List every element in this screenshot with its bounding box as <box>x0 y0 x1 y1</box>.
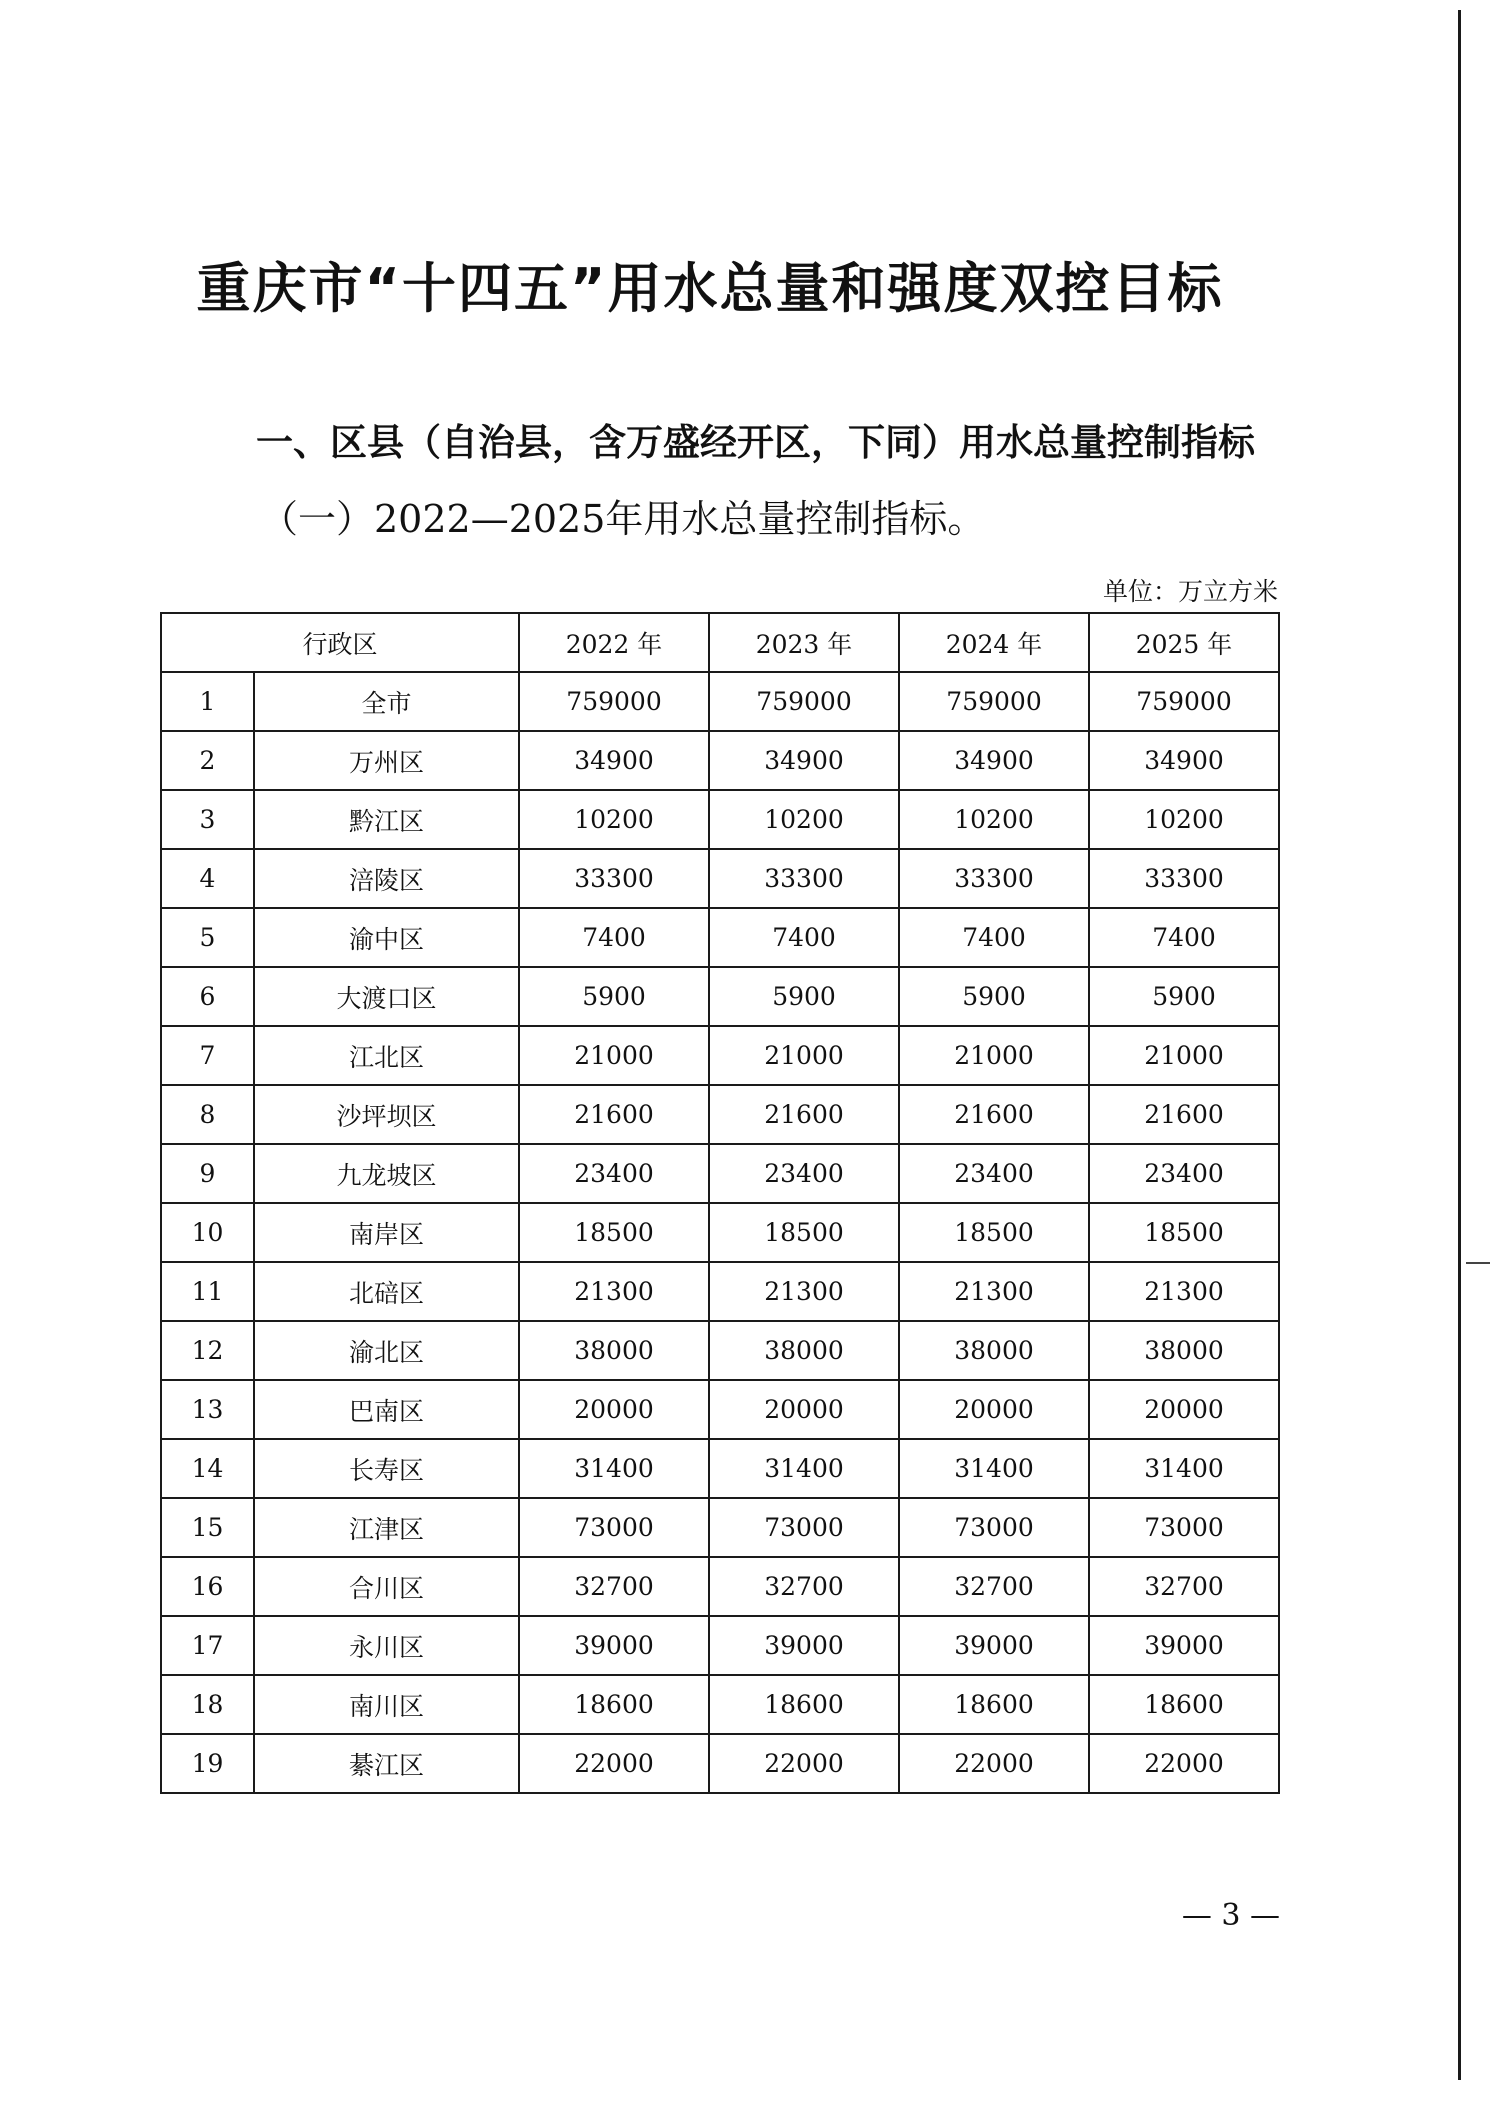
row-number-cell: 6 <box>161 967 254 1026</box>
district-name-cell: 万州区 <box>254 731 519 790</box>
value-2022-cell: 18500 <box>519 1203 709 1262</box>
table-row <box>161 790 1279 849</box>
district-name-cell: 大渡口区 <box>254 967 519 1026</box>
value-2024-cell: 31400 <box>899 1439 1089 1498</box>
section-heading: 一、区县（自治县，含万盛经开区，下同）用水总量控制指标 <box>256 421 1255 464</box>
table-row <box>161 1734 1279 1793</box>
value-2024-cell: 759000 <box>899 672 1089 731</box>
table-row <box>161 731 1279 790</box>
row-number-cell: 12 <box>161 1321 254 1380</box>
value-2023-cell: 73000 <box>709 1498 899 1557</box>
row-number-cell: 17 <box>161 1616 254 1675</box>
value-2025-cell: 23400 <box>1089 1144 1279 1203</box>
table-body <box>161 672 1279 1793</box>
row-number-cell: 16 <box>161 1557 254 1616</box>
value-2024-cell: 73000 <box>899 1498 1089 1557</box>
district-name-cell: 长寿区 <box>254 1439 519 1498</box>
value-2022-cell: 32700 <box>519 1557 709 1616</box>
value-2024-cell: 33300 <box>899 849 1089 908</box>
district-name-cell: 渝中区 <box>254 908 519 967</box>
table-row <box>161 967 1279 1026</box>
page-title: 重庆市“十四五”用水总量和强度双控目标 <box>196 257 1224 320</box>
value-2022-cell: 34900 <box>519 731 709 790</box>
table-row <box>161 1557 1279 1616</box>
row-number-cell: 11 <box>161 1262 254 1321</box>
value-2023-cell: 21600 <box>709 1085 899 1144</box>
value-2022-cell: 38000 <box>519 1321 709 1380</box>
row-number-cell: 15 <box>161 1498 254 1557</box>
table-row <box>161 908 1279 967</box>
value-2024-cell: 7400 <box>899 908 1089 967</box>
value-2025-cell: 32700 <box>1089 1557 1279 1616</box>
table-row <box>161 1203 1279 1262</box>
table-row <box>161 1380 1279 1439</box>
value-2023-cell: 33300 <box>709 849 899 908</box>
table-row <box>161 1616 1279 1675</box>
value-2023-cell: 38000 <box>709 1321 899 1380</box>
district-name-cell: 合川区 <box>254 1557 519 1616</box>
district-name-cell: 南川区 <box>254 1675 519 1734</box>
row-number-cell: 2 <box>161 731 254 790</box>
value-2022-cell: 31400 <box>519 1439 709 1498</box>
value-2024-cell: 18600 <box>899 1675 1089 1734</box>
value-2025-cell: 33300 <box>1089 849 1279 908</box>
table-row <box>161 1439 1279 1498</box>
district-name-cell: 江津区 <box>254 1498 519 1557</box>
row-number-cell: 10 <box>161 1203 254 1262</box>
table-row <box>161 672 1279 731</box>
value-2022-cell: 20000 <box>519 1380 709 1439</box>
value-2023-cell: 10200 <box>709 790 899 849</box>
value-2023-cell: 5900 <box>709 967 899 1026</box>
value-2024-cell: 32700 <box>899 1557 1089 1616</box>
value-2024-cell: 39000 <box>899 1616 1089 1675</box>
value-2025-cell: 10200 <box>1089 790 1279 849</box>
value-2023-cell: 34900 <box>709 731 899 790</box>
value-2022-cell: 7400 <box>519 908 709 967</box>
value-2025-cell: 18600 <box>1089 1675 1279 1734</box>
value-2024-cell: 21600 <box>899 1085 1089 1144</box>
scan-edge-line <box>1458 10 1461 2080</box>
row-number-cell: 19 <box>161 1734 254 1793</box>
value-2024-cell: 22000 <box>899 1734 1089 1793</box>
row-number-cell: 9 <box>161 1144 254 1203</box>
value-2023-cell: 23400 <box>709 1144 899 1203</box>
table-row <box>161 849 1279 908</box>
row-number-cell: 3 <box>161 790 254 849</box>
value-2025-cell: 31400 <box>1089 1439 1279 1498</box>
table-row <box>161 1085 1279 1144</box>
value-2023-cell: 7400 <box>709 908 899 967</box>
value-2023-cell: 39000 <box>709 1616 899 1675</box>
header-district: 行政区 <box>161 613 519 672</box>
unit-note: 单位：万立方米 <box>1102 577 1278 606</box>
value-2022-cell: 21600 <box>519 1085 709 1144</box>
value-2023-cell: 18600 <box>709 1675 899 1734</box>
value-2022-cell: 5900 <box>519 967 709 1026</box>
row-number-cell: 7 <box>161 1026 254 1085</box>
value-2023-cell: 32700 <box>709 1557 899 1616</box>
value-2024-cell: 21000 <box>899 1026 1089 1085</box>
value-2025-cell: 39000 <box>1089 1616 1279 1675</box>
value-2024-cell: 20000 <box>899 1380 1089 1439</box>
value-2025-cell: 759000 <box>1089 672 1279 731</box>
value-2022-cell: 39000 <box>519 1616 709 1675</box>
table-row <box>161 1262 1279 1321</box>
table-header-row <box>161 613 1279 672</box>
value-2022-cell: 73000 <box>519 1498 709 1557</box>
value-2022-cell: 21300 <box>519 1262 709 1321</box>
value-2024-cell: 21300 <box>899 1262 1089 1321</box>
row-number-cell: 5 <box>161 908 254 967</box>
district-name-cell: 九龙坡区 <box>254 1144 519 1203</box>
header-year-2025: 2025 年 <box>1089 613 1279 672</box>
row-number-cell: 8 <box>161 1085 254 1144</box>
table-row <box>161 1498 1279 1557</box>
row-number-cell: 4 <box>161 849 254 908</box>
value-2024-cell: 18500 <box>899 1203 1089 1262</box>
header-year-2024: 2024 年 <box>899 613 1089 672</box>
value-2025-cell: 5900 <box>1089 967 1279 1026</box>
value-2024-cell: 10200 <box>899 790 1089 849</box>
value-2025-cell: 18500 <box>1089 1203 1279 1262</box>
header-year-2022: 2022 年 <box>519 613 709 672</box>
district-name-cell: 巴南区 <box>254 1380 519 1439</box>
value-2025-cell: 21000 <box>1089 1026 1279 1085</box>
value-2025-cell: 22000 <box>1089 1734 1279 1793</box>
row-number-cell: 14 <box>161 1439 254 1498</box>
value-2023-cell: 21300 <box>709 1262 899 1321</box>
value-2025-cell: 73000 <box>1089 1498 1279 1557</box>
value-2022-cell: 18600 <box>519 1675 709 1734</box>
value-2025-cell: 38000 <box>1089 1321 1279 1380</box>
district-name-cell: 涪陵区 <box>254 849 519 908</box>
district-name-cell: 沙坪坝区 <box>254 1085 519 1144</box>
value-2024-cell: 38000 <box>899 1321 1089 1380</box>
table-row <box>161 1144 1279 1203</box>
page-number: — 3 — <box>1181 1898 1280 1933</box>
value-2025-cell: 34900 <box>1089 731 1279 790</box>
scan-edge-mark <box>1466 1262 1490 1264</box>
value-2022-cell: 22000 <box>519 1734 709 1793</box>
value-2025-cell: 21300 <box>1089 1262 1279 1321</box>
value-2025-cell: 21600 <box>1089 1085 1279 1144</box>
table-row <box>161 1675 1279 1734</box>
row-number-cell: 18 <box>161 1675 254 1734</box>
value-2022-cell: 21000 <box>519 1026 709 1085</box>
row-number-cell: 1 <box>161 672 254 731</box>
district-name-cell: 渝北区 <box>254 1321 519 1380</box>
district-name-cell: 全市 <box>254 672 519 731</box>
value-2023-cell: 22000 <box>709 1734 899 1793</box>
value-2022-cell: 23400 <box>519 1144 709 1203</box>
district-name-cell: 永川区 <box>254 1616 519 1675</box>
value-2024-cell: 23400 <box>899 1144 1089 1203</box>
district-name-cell: 南岸区 <box>254 1203 519 1262</box>
table-row <box>161 1026 1279 1085</box>
value-2025-cell: 20000 <box>1089 1380 1279 1439</box>
row-number-cell: 13 <box>161 1380 254 1439</box>
water-quota-table <box>160 612 1280 1794</box>
value-2024-cell: 5900 <box>899 967 1089 1026</box>
value-2025-cell: 7400 <box>1089 908 1279 967</box>
value-2022-cell: 33300 <box>519 849 709 908</box>
value-2024-cell: 34900 <box>899 731 1089 790</box>
table-row <box>161 1321 1279 1380</box>
district-name-cell: 北碚区 <box>254 1262 519 1321</box>
subsection-heading: （一）2022—2025年用水总量控制指标。 <box>260 497 986 541</box>
district-name-cell: 綦江区 <box>254 1734 519 1793</box>
value-2023-cell: 18500 <box>709 1203 899 1262</box>
value-2022-cell: 10200 <box>519 790 709 849</box>
district-name-cell: 江北区 <box>254 1026 519 1085</box>
value-2023-cell: 20000 <box>709 1380 899 1439</box>
district-name-cell: 黔江区 <box>254 790 519 849</box>
header-year-2023: 2023 年 <box>709 613 899 672</box>
value-2023-cell: 21000 <box>709 1026 899 1085</box>
value-2023-cell: 759000 <box>709 672 899 731</box>
value-2023-cell: 31400 <box>709 1439 899 1498</box>
value-2022-cell: 759000 <box>519 672 709 731</box>
